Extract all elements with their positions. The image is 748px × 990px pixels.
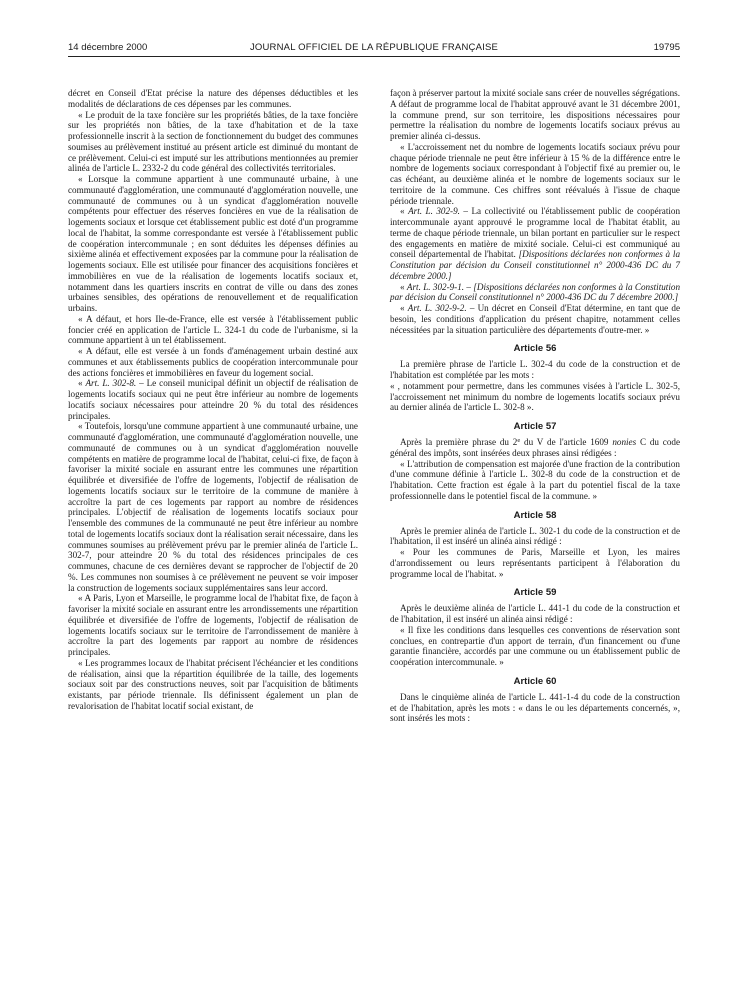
paragraph: « L'attribution de compensation est majorée d'une fraction de la contribution d'une commune définie à l'article L. 302-8 du code de la construction et de l'habitation. Cette fraction est égale à la part du potentiel fiscal de la taxe professionnelle dans le potentiel fiscal de la commune. » — [390, 458, 680, 501]
paragraph: « Toutefois, lorsqu'une commune appartient à une communauté urbaine, une communauté d'agglomération, une communauté d'agglomération nouvelle, une communauté de communes ou à un syndicat d'agglomération nouvelle compétents en matière de programme local de l'habitat, celui-ci fixe, de façon à favoriser la mixité sociale en assurant entre les communes une répartition équilibrée et diversifiée de l'offre de logements, l'objectif de réalisation de logements locatifs sociaux sur le territoire de la commune de manière à accroître la part de ces logements par rapport au nombre de résidences principales. L'objectif de réalisation de logements locatifs sociaux pour l'ensemble des communes de la communauté ne peut être inférieur au nombre total de logements locatifs sociaux dont la réalisation serait nécessaire, dans les communes soumises au prélèvement prévu par le premier alinéa de l'article L. 302-7, pour atteindre 20 % du total des résidences principales de ces communes, chacune de ces dernières devant se rapprocher de l'objectif de 20 %. Les communes non soumises à ce prélèvement ne peuvent se voir imposer la construction de logements sociaux supplémentaires sans leur accord. — [68, 421, 358, 593]
article-paragraph: « Art. L. 302-9-1. – [Dispositions déclarées non conformes à la Constitution par décision du Conseil constitutionnel n° 2000-436 DC du 7 décembre 2000.] — [390, 281, 681, 303]
paragraph-text: – La collectivité ou l'établissement public de coopération intercommunale ayant approuvé le programme local de l'habitat établit, au terme de chaque période triennale, un bilan portant en particulier sur le respect des engagements en matière de mixité sociale. Celui-ci est communiqué au conseil départemental de l'habitat. — [390, 206, 681, 260]
paragraph: « Le produit de la taxe foncière sur les propriétés bâties, de la taxe foncière sur les propriétés non bâties, de la taxe d'habitation et de la taxe professionnelle inscrit à la section de fonctionnement du budget des communes soumises au prélèvement institué au présent article est diminué du montant de ce prélèvement. Celui-ci est imputé sur les attributions mentionnées au premier alinéa de l'article L. 2332-2 du code général des collectivités territoriales. — [68, 109, 358, 174]
paragraph: « L'accroissement net du nombre de logements locatifs sociaux prévu pour chaque période triennale ne peut être inférieur à 15 % de la différence entre le nombre de logements sociaux correspondant à l'objectif fixé au premier ou, le cas échéant, au deuxième alinéa et le nombre de logements sociaux sur le territoire de la commune. Ces chiffres sont réévalués à l'issue de chaque période triennale. — [390, 141, 680, 206]
article-reference: Art. L. 302-9. — [408, 206, 460, 217]
article-heading: Article 59 — [513, 587, 557, 599]
article-reference: Art. L. 302-8. — [85, 378, 137, 389]
paragraph-text: C du code général des impôts, sont insérées deux phrases ainsi rédigées : — [390, 437, 680, 458]
article-heading: Article 57 — [513, 421, 557, 432]
article-paragraph: « Art. L. 302-8. – Le conseil municipal définit un objectif de réalisation de logements locatifs sociaux qui ne peut être inférieur au nombre de logements locatifs sociaux nécessaires pour atteindre 20 % du total des résidences principales. — [68, 378, 358, 421]
superscript: e — [517, 437, 521, 444]
italic-word: nonies — [612, 437, 637, 447]
article-heading: Article 58 — [513, 509, 557, 521]
article-reference: Art. L. 302-9-1. — [406, 281, 465, 292]
article-heading: Article 56 — [513, 343, 557, 355]
article-reference: Art. L. 302-9-2. — [407, 303, 467, 313]
paragraph: Après le premier alinéa de l'article L. 302-1 du code de la construction et de l'habitation, il est inséré un alinéa ainsi rédigé : — [390, 525, 680, 547]
paragraph: décret en Conseil d'Etat précise la nature des dépenses déductibles et les modalités de déclarations de ces dépenses par les communes. — [68, 88, 358, 109]
article-paragraph: « Art. L. 302-9. – La collectivité ou l'établissement public de coopération intercommunale ayant approuvé le programme local de l'habitat établit, au terme de chaque période triennale, un bilan portant en particulier sur le respect des engagements en matière de mixité sociale. Celui-ci est communiqué au conseil départemental de l'habitat. [Dispositions déclarées non conformes à la Constitution par décision du Conseil constitutionnel n° 2000-436 DC du 7 décembre 2000.] — [390, 206, 681, 281]
left-column — [68, 88, 358, 712]
paragraph: « A défaut, et hors Ile-de-France, elle est versée à l'établissement public foncier créé en application de l'article L. 324-1 du code de l'urbanisme, si la commune appartient à un tel établissement. — [68, 313, 358, 346]
article-heading: Article 60 — [513, 675, 557, 687]
paragraph: « A défaut, elle est versée à un fonds d'aménagement urbain destiné aux communes et aux établissements publics de coopération intercommunale pour des actions foncières et immobilières en faveur du logement social. — [68, 346, 358, 378]
right-column — [390, 88, 680, 724]
paragraph: façon à préserver partout la mixité sociale sans créer de nouvelles ségrégations. A défaut de programme local de l'habitat approuvé avant le 31 décembre 2001, la commune prend, sur son territoire, les dispositions nécessaires pour permettre la réalisation du nombre de logements locatifs sociaux prévus au premier alinéa ci-dessus. — [390, 88, 680, 141]
article-paragraph: « Art. L. 302-9-2. – Un décret en Conseil d'Etat détermine, en tant que de besoin, les conditions d'application du présent chapitre, notamment celles nécessitées par la situation particulière des départements d'outre-mer. » — [390, 303, 681, 335]
paragraph-text: Après la première phrase du 2 — [400, 437, 518, 447]
page-number: 19795 — [653, 42, 680, 53]
paragraph: « Il fixe les conditions dans lesquelles ces conventions de réservation sont conclues, en contrepartie d'un apport de terrain, d'un financement ou d'une garantie financière, accordés par une commune ou un établissement public de coopération intercommunale. » — [390, 624, 680, 667]
paragraph: Après le deuxième alinéa de l'article L. 441-1 du code de la construction et de l'habitation, il est inséré un alinéa ainsi rédigé : — [390, 603, 680, 624]
paragraph-text: – Le conseil municipal définit un objectif de réalisation de logements locatifs sociaux qui ne peut être inférieur au nombre de logements locatifs sociaux nécessaires pour atteindre 20 % du total des résidences principales. — [68, 378, 358, 421]
page-header — [68, 42, 680, 56]
paragraph-text: – Un décret en Conseil d'Etat détermine, en tant que de besoin, les conditions d'application du présent chapitre, notamment celles nécessitées par la situation particulière des départements d'outre-mer. » — [390, 303, 681, 335]
paragraph: « Pour les communes de Paris, Marseille et Lyon, les maires d'arrondissement ou leurs représentants participent à l'élaboration du programme local de l'habitat. » — [390, 547, 680, 579]
paragraph: « Les programmes locaux de l'habitat précisent l'échéancier et les conditions de réalisation, ainsi que la répartition équilibrée de la taille, des logements sociaux soit par des constructions neuves, soit par l'acquisition de bâtiments existants, par période triennale. Ils définissent également un plan de revalorisation de l'habitat locatif social existant, de — [68, 657, 358, 711]
paragraph: « Lorsque la commune appartient à une communauté urbaine, à une communauté d'agglomération, une communauté d'agglomération nouvelle, une communauté de communes ou à un syndicat d'agglomération nouvelle compétents pour effectuer des réserves foncières en vue de la réalisation de logements sociaux et lorsque cet établissement public est doté d'un programme local de l'habitat, la somme correspondante est versée à l'établissement public de coopération intercommunale ; en sont déduites les dépenses définies au sixième alinéa et effectivement exposées par la commune pour la réalisation de logements sociaux. Elle est utilisée pour financer des acquisitions foncières et immobilières en vue de la réalisation de logements locatifs sociaux et, notamment dans les quartiers inscrits en contrat de ville ou dans des zones urbaines sensibles, des opérations de renouvellement et de requalification urbains. — [68, 174, 358, 313]
paragraph: « A Paris, Lyon et Marseille, le programme local de l'habitat fixe, de façon à favoriser la mixité sociale en assurant entre les arrondissements une répartition équilibrée et diversifiée de l'offre de logements, l'objectif de réalisation de logements locatifs sociaux sur le territoire de l'arrondissement de manière à accroître la part des logements par rapport au nombre de résidences principales. — [68, 593, 358, 657]
paragraph: La première phrase de l'article L. 302-4 du code de la construction et de l'habitation est complétée par les mots : — [390, 359, 680, 380]
paragraph-text: du V de l'article 1609 — [520, 437, 613, 447]
journal-title: JOURNAL OFFICIEL DE LA RÉPUBLIQUE FRANÇAISE — [249, 42, 499, 53]
censure-note: – [Dispositions déclarées non conformes à la Constitution par décision du Conseil constitutionnel n° 2000-436 DC du 7 décembre 2000.] — [390, 281, 681, 303]
paragraph: « , notamment pour permettre, dans les communes visées à l'article L. 302-5, l'accroissement net minimum du nombre de logements locatifs sociaux prévu au dernier alinéa de l'article L. 302-8 ». — [390, 380, 680, 413]
paragraph — [390, 437, 680, 459]
issue-date: 14 décembre 2000 — [68, 42, 148, 53]
header-rule — [68, 56, 680, 57]
paragraph: Dans le cinquième alinéa de l'article L. 441-1-4 du code de la construction et de l'habitation, après les mots : « dans le ou les départements concernés, », sont insérés les mots : — [390, 691, 680, 724]
censure-note: [Dispositions déclarées non conformes à la Constitution par décision du Conseil constitutionnel n° 2000-436 DC du 7 décembre 2000.] — [390, 249, 681, 281]
